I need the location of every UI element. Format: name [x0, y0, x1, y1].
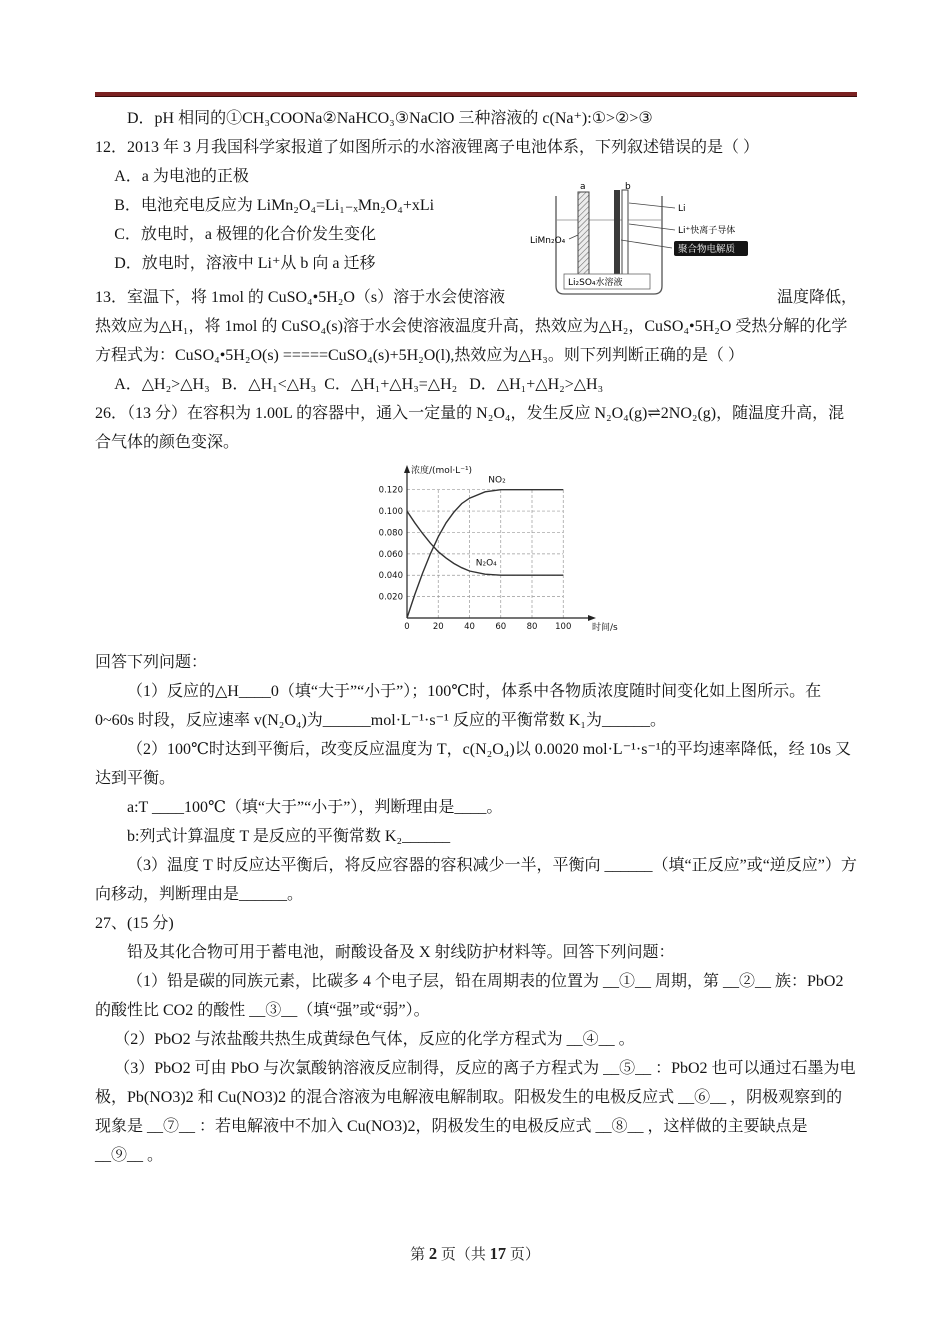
- svg-text:80: 80: [526, 622, 538, 632]
- q26-stem: 26．（13 分）在容积为 1.00L 的容器中，通入一定量的 N₂O₄，发生反应 N₂O₄(g)⇌2NO₂(g)，随温度升高，混合气体的颜色变深。: [95, 405, 845, 451]
- footer-text-before: 第: [410, 1247, 429, 1263]
- footer-text-middle: 页（共: [437, 1247, 490, 1263]
- fast-ion-conductor-label: Li⁺快离子导体: [678, 226, 736, 236]
- solution-label: Li₂SO₄水溶液: [568, 278, 623, 288]
- q27-part1: （1）铅是碳的同族元素，比碳多 4 个电子层，铅在周期表的位置为 __①__ 周期，第 __②__ 族：PbO2 的酸性比 CO2 的酸性 __③__（填“强”或“弱”）。: [95, 973, 848, 1019]
- q26-prompt: 回答下列问题：: [95, 654, 208, 671]
- right-electrode-light-layer: [622, 190, 628, 284]
- q26-part2: （2）100℃时达到平衡后，改变反应温度为 T，c(N₂O₄)以 0.0020 mol·L⁻¹·s⁻¹的平均速率降低，经 10s 又达到平衡。: [95, 741, 851, 787]
- svg-text:60: 60: [495, 622, 507, 632]
- q26-part3: （3）温度 T 时反应达平衡后，将反应容器的容积减少一半，平衡向 ______（填“正反应”或“逆反应”）方向移动，判断理由是______。: [95, 857, 857, 903]
- battery-diagram: [528, 182, 778, 315]
- svg-text:0.100: 0.100: [378, 507, 403, 518]
- q12-option-c: C．放电时，a 极锂的化合价发生变化: [114, 226, 376, 243]
- total-pages: 17: [489, 1244, 507, 1263]
- q12-option-d: D．放电时，溶液中 Li⁺从 b 向 a 迁移: [114, 255, 376, 272]
- chart-svg: [357, 463, 637, 635]
- electrode-b-label: b: [625, 182, 631, 192]
- page-footer: [0, 1243, 950, 1264]
- svg-text:浓度/(mol·L⁻¹): 浓度/(mol·L⁻¹): [411, 466, 473, 476]
- left-electrode: [578, 192, 589, 280]
- q27-part2: （2）PbO2 与浓盐酸共热生成黄绿色气体，反应的化学方程式为 __④__ 。: [114, 1031, 635, 1048]
- svg-text:0.020: 0.020: [378, 592, 403, 603]
- q12-option-a: A．a 为电池的正极: [114, 168, 249, 185]
- li-leader-line: [629, 203, 675, 208]
- q13-options: A．△H₂>△H₃ B．△H₁<△H₃ C．△H₁+△H₃=△H₂ D．△H₁+△H₂>△H₃: [114, 376, 604, 393]
- right-electrode-material-label: Li: [678, 204, 686, 214]
- footer-text-after: 页）: [506, 1247, 540, 1263]
- q27-part3: （3）PbO2 可由 PbO 与次氯酸钠溶液反应制得，反应的离子方程式为 __⑤__ ：PbO2 也可以通过石墨为电极，Pb(NO3)2 和 Cu(NO3)2 的混合溶液为电解液电解制取。阳极发生的电极反应式 __⑥__ ，阴极观察到的现象是 __⑦__ ：若电解液中不加入 Cu(NO3)2，阴极发生的电极反应式 __⑧__ ，这样做的主要缺点是 __⑨__ 。: [95, 1060, 856, 1164]
- svg-text:20: 20: [432, 622, 444, 632]
- polymer-electrolyte-label: 聚合物电解质: [678, 244, 736, 255]
- electrode-a-label: a: [580, 182, 586, 192]
- right-electrode-dark-layer: [614, 190, 620, 284]
- q13-stem-line1-right: 温度降低，: [776, 289, 857, 306]
- q12-stem: 12．2013 年 3 月我国科学家报道了如图所示的水溶液锂离子电池体系，下列叙述错误的是（ ）: [95, 139, 760, 156]
- svg-text:0.080: 0.080: [378, 528, 403, 539]
- q26-part1: （1）反应的△H____0（填“大于”“小于”）；100℃时，体系中各物质浓度随时间变化如上图所示。在 0~60s 时段，反应速率 v(N₂O₄)为______mol·L⁻¹·s⁻¹ 反应的平衡常数 K₁为______。: [95, 683, 826, 729]
- svg-text:100: 100: [555, 622, 572, 632]
- svg-text:N₂O₄: N₂O₄: [475, 558, 497, 569]
- q13-body: 热效应为△H₁，将 1mol 的 CuSO₄(s)溶于水会使溶液温度升高，热效应为△H₂，CuSO₄•5H₂O 受热分解的化学方程式为：CuSO₄•5H₂O(s) =====CuSO₄(s)+5H₂O(l),热效应为△H₃。则下列判断正确的是（ ）: [95, 318, 848, 364]
- left-electrode-material-label: LiMn₂O₄: [530, 236, 566, 246]
- q27-title: 27、(15 分): [95, 915, 174, 932]
- q12-option-b: B．电池充电反应为 LiMn₂O₄=Li₁₋ₓMn₂O₄+xLi: [114, 197, 435, 214]
- battery-diagram-svg: [528, 182, 778, 310]
- q11-option-d: D．pH 相同的①CH₃COONa②NaHCO₃③NaClO 三种溶液的 c(Na⁺):①>②>③: [127, 110, 653, 127]
- q26-part2a: a:T ____100℃（填“大于”“小于”），判断理由是____。: [127, 799, 503, 816]
- svg-text:40: 40: [464, 622, 475, 632]
- concentration-time-chart: [357, 463, 857, 640]
- svg-text:0.040: 0.040: [378, 571, 403, 582]
- header-rule: [95, 92, 857, 97]
- electrolyte-leader-line: [621, 240, 672, 248]
- svg-text:0.120: 0.120: [378, 485, 403, 496]
- q13-stem-line1-left: 13．室温下，将 1mol 的 CuSO₄•5H₂O（s）溶于水会使溶液: [95, 289, 506, 306]
- current-page-number: 2: [428, 1244, 438, 1263]
- svg-text:时间/s: 时间/s: [592, 623, 618, 633]
- svg-text:0: 0: [404, 622, 410, 632]
- left-material-leader-line: [569, 235, 578, 239]
- svg-text:NO₂: NO₂: [488, 475, 506, 486]
- q26-part2b: b:列式计算温度 T 是反应的平衡常数 K₂______: [127, 828, 451, 845]
- q27-intro: 铅及其化合物可用于蓄电池，耐酸设备及 X 射线防护材料等。回答下列问题：: [127, 944, 675, 961]
- conductor-leader-line: [629, 224, 675, 230]
- svg-text:0.060: 0.060: [378, 549, 403, 560]
